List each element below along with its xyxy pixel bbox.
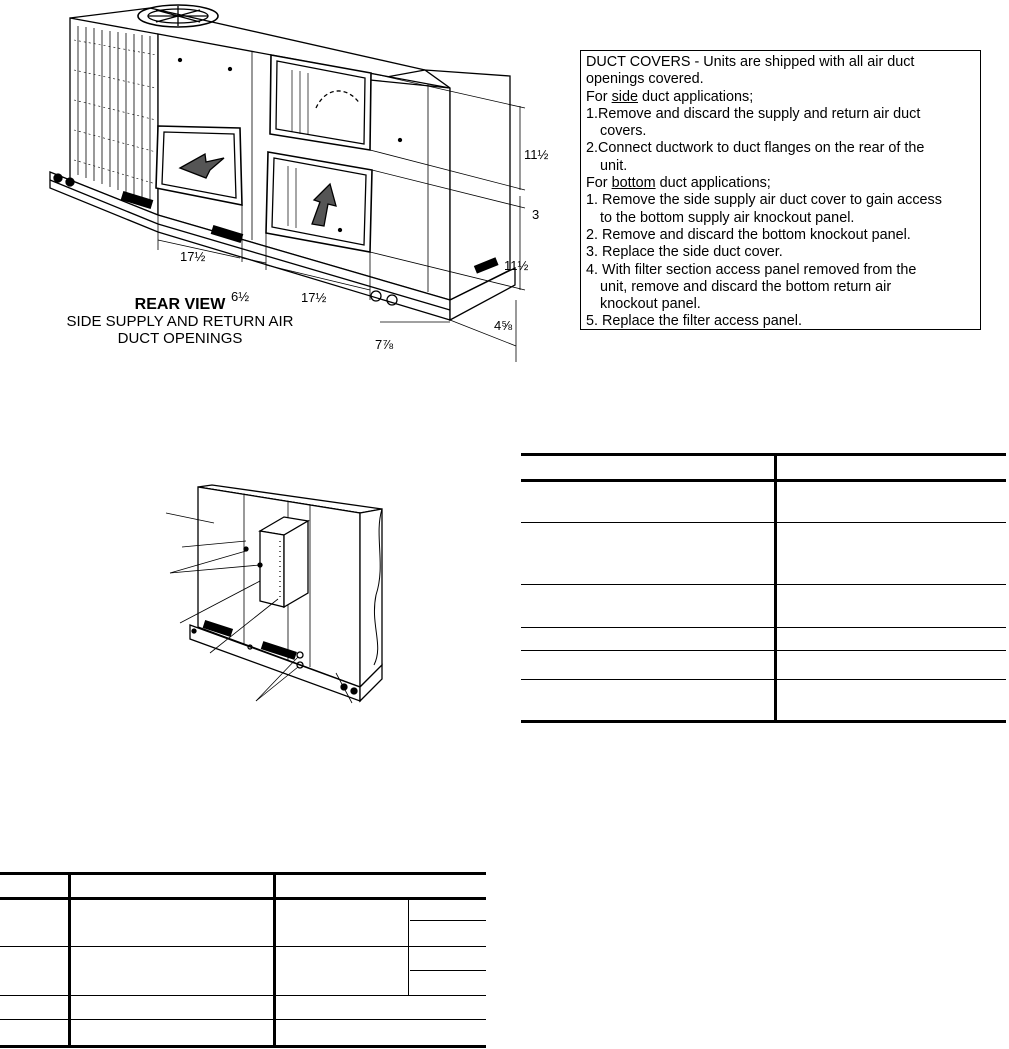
dim-17-half-left: 17½	[180, 249, 206, 264]
note-intro-line2: openings covered.	[586, 71, 704, 88]
table-row-rule	[0, 946, 486, 947]
side-step-2-cont: unit.	[600, 157, 628, 174]
table-row-rule	[521, 679, 1006, 680]
side-heading: For side duct applications;	[586, 88, 754, 105]
rear-view-caption	[30, 296, 330, 347]
table-row-rule	[0, 995, 486, 996]
dim-17-half-right: 17½	[301, 290, 327, 305]
right-table	[521, 453, 1006, 723]
dim-4-5-8: 4⅝	[494, 318, 513, 333]
bottom-table	[0, 872, 486, 1049]
bottom-step-4: 4. With filter section access panel removed from the	[586, 261, 917, 278]
table-column-rule	[68, 872, 71, 1048]
rear-view-caption-line1: SIDE SUPPLY AND RETURN AIR	[66, 313, 294, 330]
bottom-heading: For bottom duct applications;	[586, 175, 771, 192]
dim-11-half-lower: 11½	[504, 258, 529, 273]
table-row-rule	[521, 584, 1006, 585]
table-header-rule	[0, 897, 486, 900]
bottom-step-5: 5. Replace the filter access panel.	[586, 313, 802, 330]
unit-side-panel-illustration	[160, 475, 400, 710]
duct-covers-note	[580, 50, 981, 330]
table-header-rule	[521, 479, 1006, 482]
side-step-1: 1.Remove and discard the supply and return air duct	[586, 105, 921, 122]
bottom-step-1-cont: to the bottom supply air knockout panel.	[600, 209, 855, 226]
table-row-rule	[521, 627, 1006, 628]
bottom-step-4-cont2: knockout panel.	[600, 296, 701, 313]
side-word: side	[611, 88, 638, 105]
rear-view-caption-line2: DUCT OPENINGS	[117, 330, 243, 347]
rear-view-title: REAR VIEW	[134, 296, 226, 313]
table-column-rule	[273, 872, 276, 1048]
table-top-rule	[0, 872, 486, 875]
dim-6-half: 6½	[231, 289, 250, 304]
table-row-rule	[0, 1019, 486, 1020]
table-bottom-rule	[0, 1045, 486, 1048]
bottom-step-3: 3. Replace the side duct cover.	[586, 244, 783, 261]
table-top-rule	[521, 453, 1006, 456]
bottom-step-2: 2. Remove and discard the bottom knockout panel.	[586, 226, 911, 243]
table-row-rule	[521, 522, 1006, 523]
bottom-word: bottom	[611, 175, 656, 192]
table-subcolumn-rule	[408, 897, 409, 995]
table-column-rule	[774, 453, 777, 723]
side-step-1-cont: covers.	[600, 123, 647, 140]
table-bottom-rule	[521, 720, 1006, 723]
table-subrow-rule	[410, 970, 486, 971]
dim-11-half-upper: 11½	[524, 147, 549, 162]
bottom-step-4-cont: unit, remove and discard the bottom return air	[600, 278, 892, 295]
bottom-step-1: 1. Remove the side supply air duct cover to gain access	[586, 192, 942, 209]
dim-7-7-8: 7⅞	[375, 337, 394, 352]
table-row-rule	[521, 650, 1006, 651]
dim-3: 3	[532, 207, 540, 222]
side-step-2: 2.Connect ductwork to duct flanges on the rear of the	[586, 140, 925, 157]
note-intro-line1: DUCT COVERS - Units are shipped with all air duct	[586, 54, 915, 70]
table-subrow-rule	[410, 920, 486, 921]
